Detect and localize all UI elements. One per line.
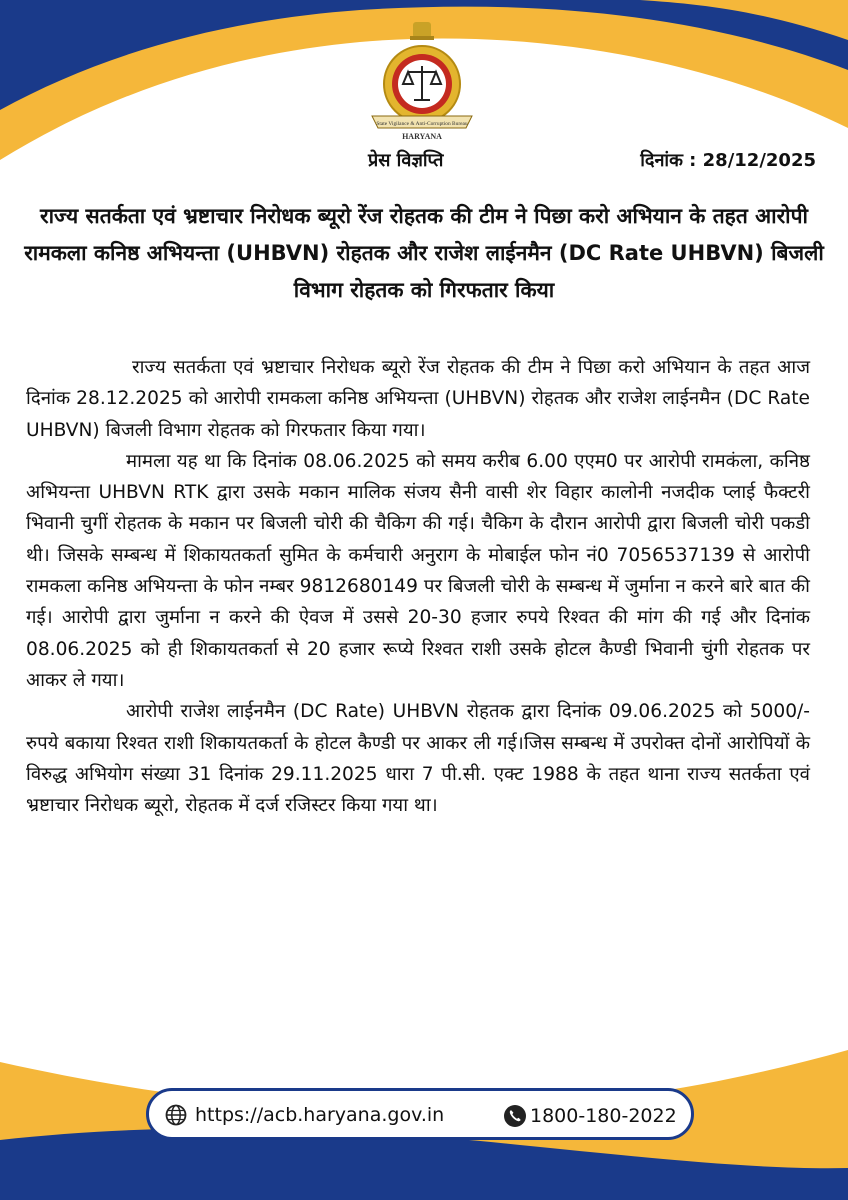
release-date: दिनांक : 28/12/2025 — [640, 150, 816, 171]
contact-footer — [146, 1088, 694, 1140]
paragraph-3: आरोपी राजेश लाईनमैन (DC Rate) UHBVN रोहतक द्वारा दिनांक 09.06.2025 को 5000/-रुपये बकाया रिश्वत राशी शिकायतकर्ता के होटल कैण्डी पर आकर ली गई।जिस सम्बन्ध में उपरोक्त दोनों आरोपियों के विरुद्ध अभियोग संख्या 31 दिनांक 29.11.2025 धारा 7 पी.सी. एक्ट 1988 के तहत थाना राज्य सतर्कता एवं भ्रष्टाचार निरोधक ब्यूरो, रोहतक में दर्ज रजिस्टर किया गया था। — [26, 701, 810, 817]
bureau-logo — [366, 20, 478, 142]
paragraph-2: मामला यह था कि दिनांक 08.06.2025 को समय करीब 6.00 एएम0 पर आरोपी रामकंला, कनिष्ठ अभियन्ता UHBVN RTK द्वारा उसके मकान मालिक संजय सैनी वासी शेर विहार कालोनी नजदीक प्लाई फैक्टरी भिवानी चुगीं रोहतक के मकान पर बिजली चोरी की चैकिग की गई। चैकिग के दौरान आरोपी द्वारा बिजली चोरी पकडी थी। जिसके सम्बन्ध में शिकायतकर्ता सुमित के कर्मचारी अनुराग के मोबाईल फोन नं0 7056537139 से आरोपी रामकला कनिष्ठ अभियन्ता के फोन नम्बर 9812680149 पर बिजली चोरी के सम्बन्ध में जुर्माना न करने बारे बात की गई। आरोपी द्वारा जुर्माना न करने की ऐवज में उससे 20-30 हजार रुपये रिश्वत की मांग की गई और दिनांक 08.06.2025 को ही शिकायतकर्ता से 20 हजार रूप्ये रिश्वत राशी उसके होटल कैण्डी भिवानी चुंगी रोहतक पर आकर ले गया। — [26, 450, 810, 691]
press-release-title: प्रेस विज्ञप्ति — [368, 150, 444, 171]
svg-text:HARYANA: HARYANA — [402, 132, 442, 141]
website-text: https://acb.haryana.gov.in — [195, 1104, 445, 1126]
globe-icon — [165, 1104, 187, 1126]
header-row — [0, 148, 848, 178]
press-body — [26, 352, 810, 821]
phone-icon — [503, 1104, 527, 1128]
website-link[interactable] — [165, 1104, 444, 1126]
phone-link[interactable] — [503, 1104, 677, 1128]
phone-text: 1800-180-2022 — [530, 1105, 677, 1127]
headline: राज्य सतर्कता एवं भ्रष्टाचार निरोधक ब्यूरो रेंज रोहतक की टीम ने पिछा करो अभियान के तहत आरोपी रामकला कनिष्ठ अभियन्ता (UHBVN) रोहतक और राजेश लाईनमैन (DC Rate UHBVN) बिजली विभाग रोहतक को गिरफतार किया — [24, 204, 824, 302]
emblem-icon — [413, 22, 431, 38]
paragraph-1: राज्य सतर्कता एवं भ्रष्टाचार निरोधक ब्यूरो रेंज रोहतक की टीम ने पिछा करो अभियान के तहत आज दिनांक 28.12.2025 को आरोपी रामकला कनिष्ठ अभियन्ता (UHBVN) रोहतक और राजेश लाईनमैन (DC Rate UHBVN) बिजली विभाग रोहतक को गिरफतार किया गया। — [26, 357, 810, 441]
svg-text:State Vigilance & Anti-Corrupt: State Vigilance & Anti-Corruption Bureau — [376, 121, 468, 127]
